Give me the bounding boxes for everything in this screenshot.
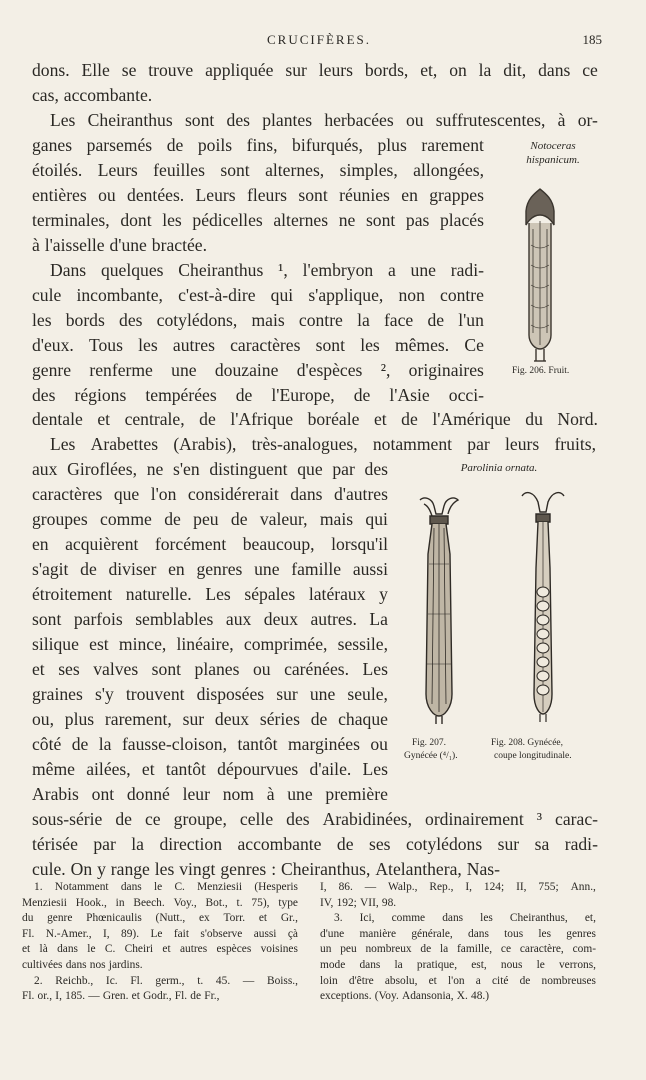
footnote-line-left: Fl. or., I, 185. — Gren. et Godr., Fl. de Fr., xyxy=(22,990,220,1003)
body-line: Les Cheiranthus sont des plantes herbacées ou suffrutescentes, à or- xyxy=(50,110,598,130)
body-line: aux Giroflées, ne s'en distinguent que par des xyxy=(32,459,388,479)
body-line: s'agit de diviser en genres une famille aussi xyxy=(32,559,388,579)
footnote-line-right: loin d'être absolu, et l'on a cité de nombreuses xyxy=(320,974,596,987)
body-line: ganes parsemés de poils fins, bifurqués, plus rarement xyxy=(32,135,484,155)
body-line: terminales, dont les pédicelles alternes ne sont pas placés xyxy=(32,210,484,230)
fig207-gynoecium-illustration xyxy=(414,494,464,726)
body-line: genre renferme une douzaine d'espèces ², originaires xyxy=(32,360,484,380)
footnote-line-left: 2. Reichb., Ic. Fl. germ., t. 45. — Boiss., xyxy=(34,974,298,987)
fig206-caption-2: hispanicum. xyxy=(526,154,580,166)
footnote-line-right: exceptions. (Voy. Adansonia, X. 48.) xyxy=(320,990,490,1003)
fig206-fruit-illustration xyxy=(515,185,565,365)
fig208-label-2: coupe longitudinale. xyxy=(494,751,572,761)
body-line: cule incombante, c'est-à-dire qui s'applique, non contre xyxy=(32,285,484,305)
body-line: même ailées, et tantôt dépourvues d'aile. Les xyxy=(32,759,388,779)
body-line: des régions tempérées de l'Europe, de l'Asie occi- xyxy=(32,385,484,405)
body-line: à l'aisselle d'une bractée. xyxy=(32,235,207,255)
footnote-line-left: du genre Phœnicaulis (Nutt., ex Torr. et Gr., xyxy=(22,912,298,925)
body-line: en acquièrent forcément beaucoup, lorsqu'il xyxy=(32,534,388,554)
footnote-line-right: d'une manière générale, dans tous les genres xyxy=(320,927,596,940)
page-number: 185 xyxy=(582,32,602,47)
fig208-longitudinal-section-illustration xyxy=(516,488,570,724)
body-line: silique est mince, linéaire, comprimée, sessile, xyxy=(32,634,388,654)
body-line: cas, accombante. xyxy=(32,85,153,105)
body-line: entières ou dentées. Leurs fleurs sont réunies en grappes xyxy=(32,185,484,205)
body-line: cule. On y range les vingt genres : Cheiranthus, Atelanthera, Nas- xyxy=(32,859,500,879)
footnote-line-left: Menziesii Hook., in Beech. Voy., Bot., t. 75), type xyxy=(22,896,298,909)
body-line: sont parfois semblables aux deux autres. La xyxy=(32,609,388,629)
body-line: côté de la fausse-cloison, tantôt marginées ou xyxy=(32,734,388,754)
body-line: les bords des cotylédons, mais contre la face de l'un xyxy=(32,310,484,330)
fig206-caption-1: Notoceras xyxy=(530,140,576,152)
body-line: sous-série de ce groupe, celle des Arabidinées, ordinairement ³ carac- xyxy=(32,809,598,829)
body-line: étoilés. Leurs feuilles sont alternes, simples, allongées, xyxy=(32,160,484,180)
body-line: dentale et centrale, de l'Afrique boréale et de l'Amérique du Nord. xyxy=(32,409,598,429)
footnote-line-left: 1. Notamment dans le C. Menziesii (Hesperis xyxy=(34,881,298,893)
body-line: étroitement naturelle. Les sépales latéraux y xyxy=(32,584,388,604)
fig207-208-caption: Parolinia ornata. xyxy=(460,462,538,474)
footnote-line-left: cultivées dans nos jardins. xyxy=(22,959,143,971)
body-line: Les Arabettes (Arabis), très-analogues, notamment par leurs fruits, xyxy=(50,434,596,454)
body-line: et ses valves sont planes ou carénées. Les xyxy=(32,659,388,679)
body-line: Dans quelques Cheiranthus ¹, l'embryon a une radi- xyxy=(50,260,484,280)
body-line: graines s'y trouvent disposées sur une seule, xyxy=(32,684,388,704)
body-line: ou, plus rarement, sur deux séries de chaque xyxy=(32,709,388,729)
footnote-line-right: un peu nombreux de la famille, ce caractère, com- xyxy=(320,943,596,956)
footnote-line-right: mode dans la pratique, est, nous le verrons, xyxy=(320,959,596,971)
running-head: CRUCIFÈRES. xyxy=(267,32,371,47)
footnote-line-left: et là dans le C. Cheiri et autres espèces voisines xyxy=(22,943,298,956)
body-line: caractères que l'on considérerait dans d'autres xyxy=(32,484,388,504)
fig206-label: Fig. 206. Fruit. xyxy=(512,366,570,376)
footnote-line-left: Fl. N.-Amer., I, 89). Le fait s'observe aussi çà xyxy=(22,927,298,940)
body-line: d'eux. Tous les autres caractères sont les mêmes. Ce xyxy=(32,335,484,355)
body-line: térisée par la direction accombante de ses cotylédons sur sa radi- xyxy=(32,834,598,854)
footnote-line-right: 3. Ici, comme dans les Cheiranthus, et, xyxy=(334,912,596,925)
body-line: Arabis ont donné leur nom à une première xyxy=(32,784,388,804)
fig208-label-1: Fig. 208. Gynécée, xyxy=(491,738,564,748)
footnote-line-right: IV, 192; VII, 98. xyxy=(320,896,397,909)
page-header xyxy=(36,32,602,52)
body-line: groupes comme de peu de valeur, mais qui xyxy=(32,509,388,529)
fig207-label-2: Gynécée (⁴/₁). xyxy=(404,751,458,761)
fig207-label-1: Fig. 207. xyxy=(412,738,447,748)
body-line: dons. Elle se trouve appliquée sur leurs bords, et, on la dit, dans ce xyxy=(32,60,598,80)
footnote-line-right: I, 86. — Walp., Rep., I, 124; II, 755; Ann., xyxy=(320,881,596,893)
